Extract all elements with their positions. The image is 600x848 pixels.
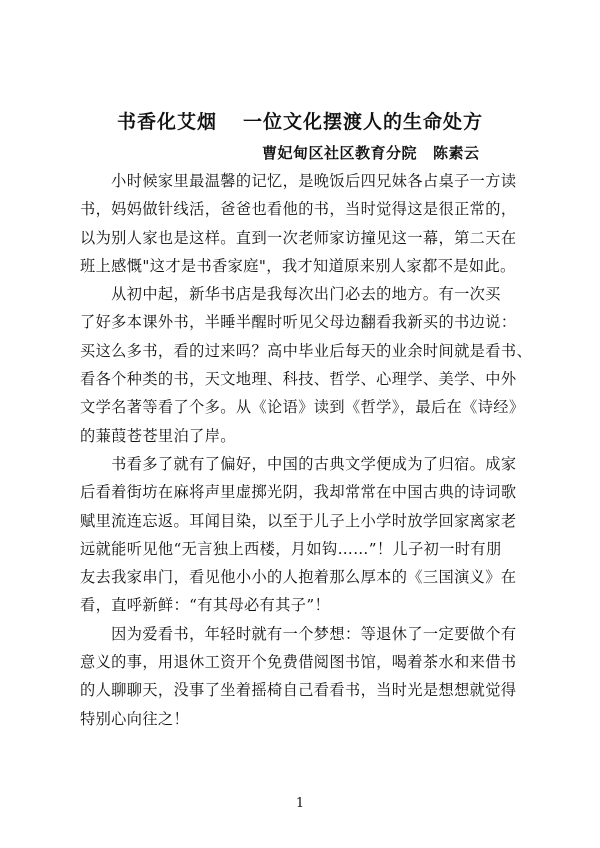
body-text [80,167,544,733]
text-line: 小时候家里最温馨的记忆，是晚饭后四兄妹各占桌子一方读 [80,172,517,190]
text-line: 文学名著等看了个多。从《论语》读到《哲学》，最后在《诗经》 [80,398,525,417]
text-line: 后看着街坊在麻将声里虚掷光阴，我却常常在中国古典的诗词歌 [80,483,517,502]
text-line: 了好多本课外书，半睡半醒时听见父母边翻看我新买的书边说： [80,313,517,332]
text-line: 的蒹葭苍苍里泊了岸。 [80,426,236,445]
text-line: 特别心向往之！ [80,709,190,728]
text-line: 友去我家串门，看见他小小的人抱着那么厚本的《三国演义》在 [80,568,517,587]
author-org: 曹妃甸区社区教育分院 [262,144,418,162]
text-line: 赋里流连忘返。耳闻目染，以至于儿子上小学时放学回家离家老 [80,511,517,530]
text-line: 远就能听见他“无言独上西楼，月如钩……”！儿子初一时有朋 [80,539,502,558]
text-line: 书，妈妈做针线活，爸爸也看他的书，当时觉得这是很正常的， [80,200,517,219]
author-line [262,142,480,163]
text-line: 书看多了就有了偏好，中国的古典文学便成为了归宿。成家 [80,454,517,473]
text-line: 从初中起，新华书店是我每次出门必去的地方。有一次买 [80,285,501,304]
page-number: 1 [295,796,305,811]
author-name: 陈素云 [433,144,480,162]
text-line: 看各个种类的书，天文地理、科技、哲学、心理学、美学、中外 [80,370,517,389]
title-main: 书香化艾烟 [116,111,217,133]
text-line: 看，直呼新鲜：“有其母必有其子”！ [80,596,331,615]
text-line: 意义的事，用退休工资开个免费借阅图书馆，喝着茶水和来借书 [80,653,517,672]
document-title [0,107,600,134]
title-sub: 一位文化摆渡人的生命处方 [243,111,484,133]
text-line: 班上感慨"这才是书香家庭"，我才知道原来别人家都不是如此。 [80,256,516,275]
text-line: 买这么多书，看的过来吗？高中毕业后每天的业余时间就是看书、 [80,341,533,360]
text-line: 的人聊聊天，没事了坐着摇椅自己看看书，当时光是想想就觉得 [80,681,517,700]
text-line: 以为别人家也是这样。直到一次老师家访撞见这一幕，第二天在 [80,228,517,247]
text-line: 因为爱看书，年轻时就有一个梦想：等退休了一定要做个有 [80,624,517,643]
